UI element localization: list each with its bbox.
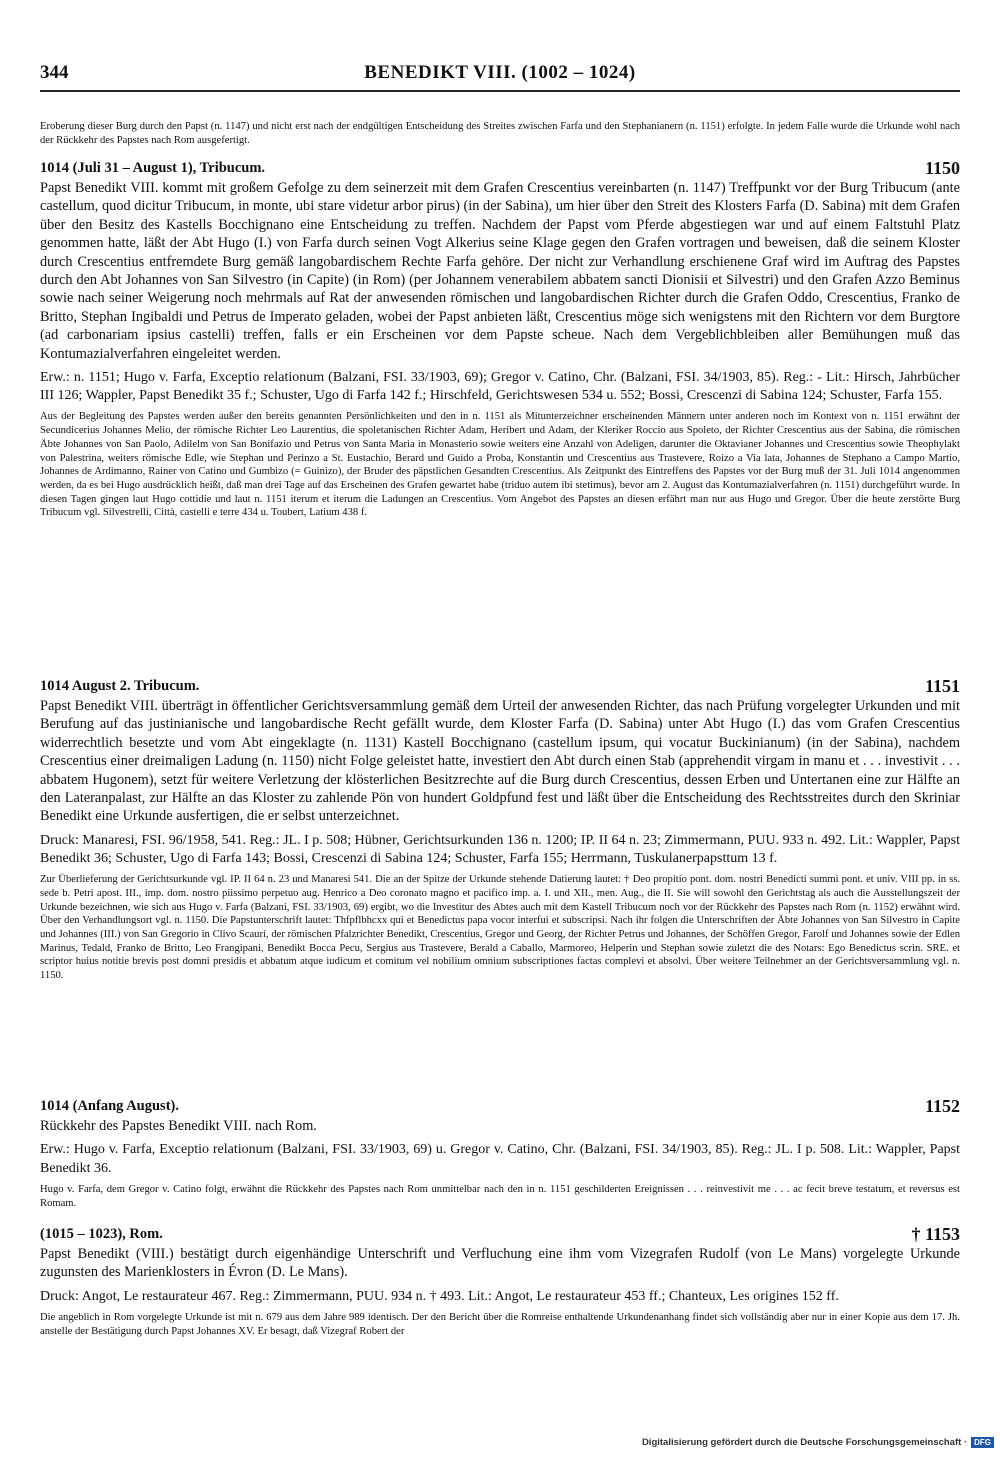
entry-body: Papst Benedikt VIII. überträgt in öffentlicher Gerichtsversammlung gemäß dem Urteil der anwesenden Richter, das nach Prüfung vorgelegter Urkunden und mit Berufung auf das justinianische und langobardische Recht gefällt wurde, dem Kloster Farfa (D. Sabina) unter Abt Hugo (I.) das vom Grafen Crescentius widerrechtlich besetzte und vom Abt eingeklagte (n. 1131) Kastell Bocchignano (castellum ipsum, qui vocatur Buckinianum) (in der Sabina), nachdem Crescentius einer dreimaligen Ladung (n. 1150) nicht Folge geleistet hatte, investiert den Abt durch einen Stab (apprehendit virgam in manu et . . . investivit . . . abbatem Hugonem), setzt für weitere Verletzung der klösterlichen Besitzrechte auf die Burg durch Crescentius, dessen Erben und Untertanen eine zur Hälfte an den Lateranpalast, zur Hälfte an das Kloster zu zahlende Pön von hundert Goldpfund fest und läßt über die Entscheidung des Rechtsstreites durch den Skriniar Benedikt eine Urkunde ausfertigen, die er selbst unterzeichnet. bbox=[40, 698, 960, 825]
entry-body: Rückkehr des Papstes Benedikt VIII. nach Rom. bbox=[40, 1118, 317, 1134]
footer-text: Digitalisierung gefördert durch die Deutsche Forschungsgemeinschaft · bbox=[641, 1437, 968, 1448]
entry-body: Papst Benedikt VIII. kommt mit großem Gefolge zu dem seinerzeit mit dem Grafen Crescentius vereinbarten (n. 1147) Treffpunkt vor der Burg Tribucum (ante castellum, quod dicitur Tribucum, in monte, ubi stare videtur arbor pirus) (in der Sabina), um hier über den Streit des Klosters Farfa (D. Sabina) mit dem Grafen über den Besitz des Kastells Bocchignano eine Entscheidung zu treffen. Nachdem der Papst vom Pferde abgestiegen war und auf einem Faltstuhl Platz genommen hatte, läßt der Abt Hugo (I.) von Farfa durch seinen Vogt Alkerius seine Klage gegen den Grafen vortragen und beweisen, daß die seinem Kloster durch Crescentius entfremdete Burg gemäß langobardischem Rechte Farfa gehöre. Der nicht zur Verhandlung erschienene Graf wird im Auftrag des Papstes durch den Abt Johannes von San Silvestro (in Capite) (in Rom) (per Johannem venerabilem abbatem sancti Dionisii et Silvestri) und den Grafen Azzo Beminus sowie nach seiner Weigerung noch mehrmals auf Rat der anwesenden römischen und langobardischen Richter durch die Grafen Oddo, Crescentius, Franko de Britto, Stephan Ingibaldi und Petrus de Imperato geladen, wobei der Papst anbieten läßt, Crescentius möge sich wenigstens mit den Richtern vor dem Burgtore (ad carbonariam ipsius castelli) treffen, falls er ein Erscheinen vor dem Papste scheue. Nach dem Vergeblichbleiben aller Bemühungen muß das Kontumazialverfahren eingeleitet werden. bbox=[40, 180, 960, 362]
entry-date: 1014 (Juli 31 – August 1), Tribucum. bbox=[40, 160, 266, 176]
entry-date: 1014 August 2. Tribucum. bbox=[40, 678, 200, 694]
intro-note bbox=[40, 120, 960, 147]
entry-heading bbox=[40, 1098, 960, 1117]
entry-citation: Druck: Angot, Le restaurateur 467. Reg.: Zimmermann, PUU. 934 n. † 493. Lit.: Angot, Le restaurateur 453 ff.; Chanteux, Les origines 152 ff. bbox=[40, 1288, 839, 1304]
entry-date: 1014 (Anfang August). bbox=[40, 1098, 179, 1114]
entry-1152 bbox=[40, 1098, 960, 1210]
entry-citation: Erw.: Hugo v. Farfa, Exceptio relationum (Balzani, FSI. 33/1903, 69) u. Gregor v. Catino, Chr. (Balzani, FSI. 34/1903, 85). Reg.: JL. I p. 508. Lit.: Wappler, Papst Benedikt 36. bbox=[40, 1142, 960, 1176]
entry-1151 bbox=[40, 678, 960, 983]
entry-note: Zur Überlieferung der Gerichtsurkunde vgl. IP. II 64 n. 23 und Manaresi 541. Die an der Spitze der Urkunde stehende Datierung lautet: † Deo propitio pont. dom. nostri Benedicti summi pont. et univ. VIII pp. in ss. sede b. Petri apost. III., imp. dom. nostro piissimo perpetuo aug. Henrico a Deo coronato magno et pacifico imp. a. I. und XII., men. Aug., die II. Sie will sowohl den Gerichtstag als auch die Ausstellungszeit der Urkunde bezeichnen, wie sich aus Hugo v. Farfa (Balzani, FSI. 33/1903, 69) ergibt, wo die Investitur des Abtes auch mit dem Kastell Tribucum noch vor der Rückkehr des Papstes nach Rom (n. 1152) erwähnt wird. Über den Verhandlungsort vgl. n. 1150. Die Papstunterschrift lautet: Thfpflbhcxx qui et Benedictus papa vocor interfui et subscripsi. Nach ihr folgen die Unterschriften der Äbte Johannes von San Silvestro in Capite und Johannes (III.) von San Gregorio in Clivo Scauri, der römischen Pfalzrichter Benedikt, Crescentius, Gregor und Georg, der Richter Petrus und Johannes, der Schöffen Gregor, Farolf und Johannes sowie der Edlen Marinus, Tedald, Franko de Britto, Leo Frangipani, Benedikt Bocca Pecu, Sergius aus Trastevere, Berald a Caballo, Marmoreo, Helperin und Stephan sowie zuletzt die des Notars: Ego Benedictus scrin. SRE. et scriptor huius notitie brevis post domni presidis et abbatum atque iudicum et comitum vel nobilium omnium subscriptiones factas complevi et absolvi. Über weitere Teilnehmer an der Gerichtsversammlung vgl. n. 1150. bbox=[40, 874, 960, 982]
intro-note-text: Eroberung dieser Burg durch den Papst (n. 1147) und nicht erst nach der endgültigen Entscheidung des Streites zwischen Farfa und den Stephanianern (n. 1151) erfolgte. In jedem Falle wurde die Urkunde wohl nach der Rückkehr des Papstes nach Rom ausgefertigt. bbox=[40, 121, 960, 146]
entry-1150 bbox=[40, 160, 960, 520]
entry-citation: Erw.: n. 1151; Hugo v. Farfa, Exceptio relationum (Balzani, FSI. 33/1903, 69); Gregor v. Catino, Chr. (Balzani, FSI. 34/1903, 85). Reg.: - Lit.: Hirsch, Jahrbücher III 126; Wappler, Papst Benedikt 35 f.; Schuster, Ugo di Farfa 142 f.; Hirschfeld, Gerichtswesen 534 u. 552; Bossi, Crescenzi di Sabina 124; Schuster, Farfa 155. bbox=[40, 370, 960, 404]
entry-heading bbox=[40, 1226, 960, 1245]
entry-citation: Druck: Manaresi, FSI. 96/1958, 541. Reg.: JL. I p. 508; Hübner, Gerichtsurkunden 136 n. 1200; IP. II 64 n. 23; Zimmermann, PUU. 933 n. 492. Lit.: Wappler, Papst Benedikt 36; Schuster, Ugo di Farfa 143; Bossi, Crescenzi di Sabina 124; Schuster, Farfa 155; Herrmann, Tuskulanerpapsttum 13 f. bbox=[40, 832, 960, 867]
digitization-footer bbox=[642, 1437, 994, 1448]
entry-note: Hugo v. Farfa, dem Gregor v. Catino folgt, erwähnt die Rückkehr des Papstes nach Rom unmittelbar nach den in n. 1151 geschilderten Ereignissen . . . reinvestivit me . . . ac fecit breve testatum, et reversus est Romam. bbox=[40, 1183, 960, 1209]
page-header bbox=[40, 60, 960, 92]
entry-body: Papst Benedikt (VIII.) bestätigt durch eigenhändige Unterschrift und Verfluchung eine ihm vom Vizegrafen Rudolf (von Le Mans) vorgelegte Urkunde zugunsten des Marienklosters in Évron (D. Le Mans). bbox=[40, 1246, 960, 1281]
entry-note: Die angeblich in Rom vorgelegte Urkunde ist mit n. 679 aus dem Jahre 989 identisch. Der den Bericht über die Romreise enthaltende Urkundenanhang findet sich vollständig aber nur in einer Kopie aus dem 17. Jh. anstelle der Bestätigung durch Papst Johannes XV. Er besagt, daß Vizegraf Robert der bbox=[40, 1312, 960, 1337]
page-number: 344 bbox=[40, 62, 69, 83]
entry-number: 1151 bbox=[924, 676, 960, 696]
entry-number: 1152 bbox=[924, 1096, 960, 1116]
entry-date: (1015 – 1023), Rom. bbox=[40, 1226, 163, 1242]
running-title: BENEDIKT VIII. (1002 – 1024) bbox=[364, 62, 636, 83]
dfg-logo: DFG bbox=[971, 1437, 994, 1448]
entry-number: 1150 bbox=[924, 158, 960, 178]
entry-note: Aus der Begleitung des Papstes werden außer den bereits genannten Persönlichkeiten und den in n. 1151 als Mitunterzeichner erscheinenden Männern unter anderen noch im Kontext von n. 1151 erwähnt der Secundicerius Johannes Melio, der römische Richter Leo Laurentius, die spoletanischen Richter Adam, Heribert und Adam, der Kleriker Roccio aus Spoleto, der Richter Crescentius aus der Sabina, die römischen Äbte Johannes von San Paolo, Adilelm von San Bonifazio und Petrus von Santa Maria in Monasterio sowie weiters eine Anzahl von Adeligen, darunter die Oktavianer Johannes und Crescentius sowie Theophylakt von Palestrina, weiters römische Edle, wie Stephan und Perinzo a St. Eustachio, Berard und Guido a Proba, Konstantin und Crescentius aus Trastevere, Roizo a Via lata, Johannes de Stephano a Campo Martio, Johannes de Ardimanno, Rainer von Catino und Gumbizo (= Guinizo), der Bruder des päpstlichen Gesandten Crescentius. Als Zeitpunkt des Eintreffens des Papstes vor der Burg muß der 31. Juli 1014 angenommen werden, da es bei Hugo ausdrücklich heißt, daß man drei Tage auf das Erscheinen des Grafen gewartet habe (triduo autem ibi stetimus), bevor am 2. August das Kontumazialverfahren (n. 1151) durchgeführt wurde. In diesen Tagen gingen laut Hugo cottidie und laut n. 1151 iterum et iterum die Ladungen an Crescentius. Vom Angebot des Papstes an diesen erfährt man nur aus Hugo und Gregor. Über die heute zerstörte Burg Tribucum vgl. Silvestrelli, Città, castelli e terre 434 u. Toubert, Latium 438 f. bbox=[40, 411, 960, 519]
entry-heading bbox=[40, 160, 960, 179]
entry-1153 bbox=[40, 1226, 960, 1338]
entry-heading bbox=[40, 678, 960, 697]
entry-number: † 1153 bbox=[911, 1224, 960, 1244]
